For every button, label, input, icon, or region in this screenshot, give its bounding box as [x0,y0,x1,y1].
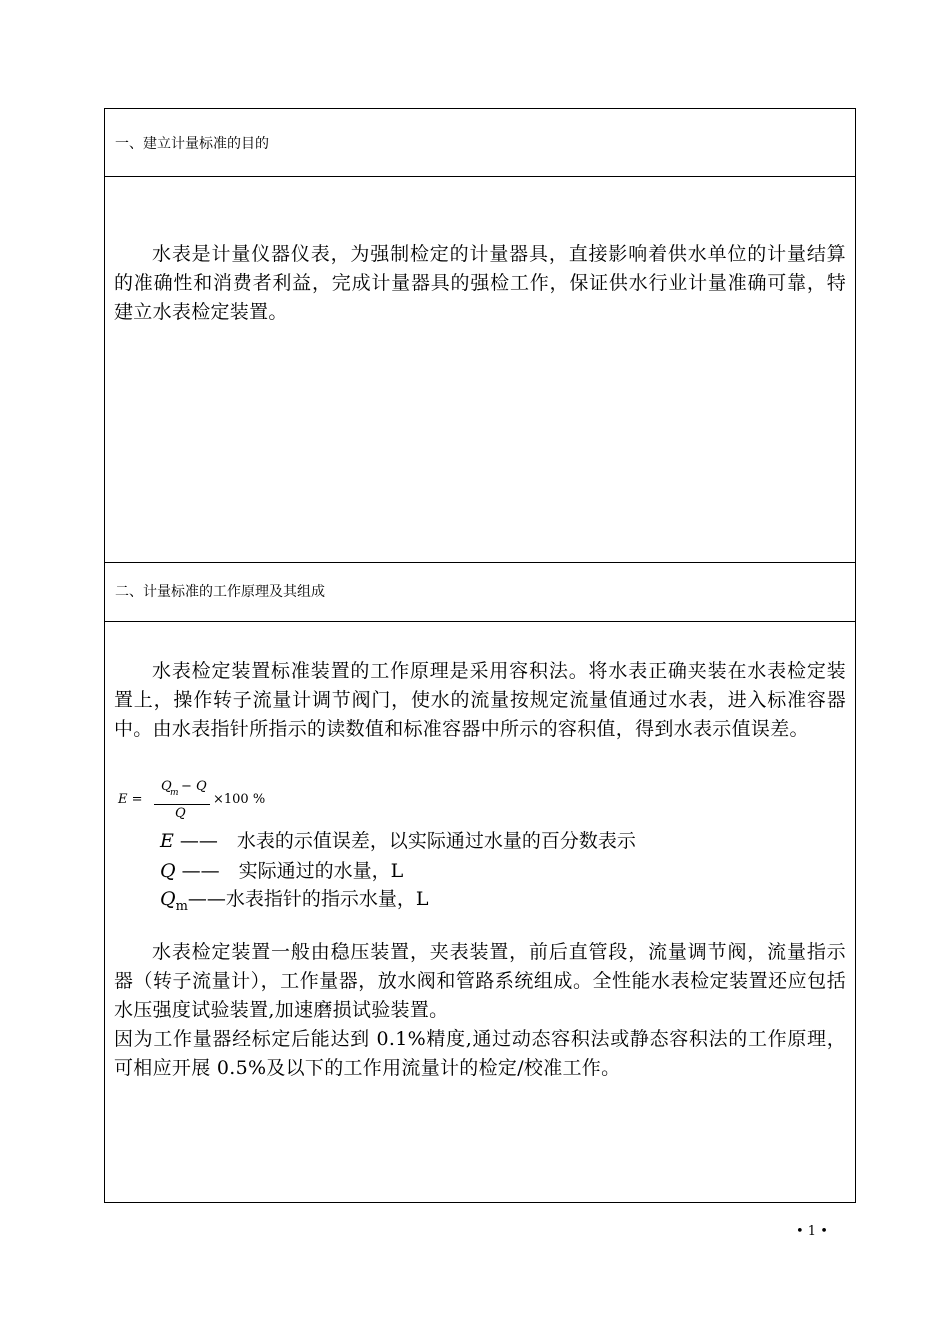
definition-qm: $Q_m——$水表指针的指示水量，L [160,888,429,914]
section1-paragraph: 水表是计量仪器仪表，为强制检定的计量器具，直接影响着供水单位的计量结算的准确性和消费者利益，完成计量器具的强检工作，保证供水行业计量准确可靠，特建立水表检定装置。 [114,243,846,323]
section1-heading: 一、建立计量标准的目的 [115,136,269,152]
formula-numerator: Q [161,779,172,794]
form-table [104,108,856,1203]
error-formula [118,781,318,831]
definition-q: Q —— 实际通过的水量，L [160,860,404,882]
formula-minus-q: − Q [181,779,207,794]
page-number: • 1 • [796,1224,828,1239]
section2-paragraph-principle: 水表检定装置标准装置的工作原理是采用容积法。将水表正确夹装在水表检定装置上，操作转子流量计调节阀门，使水的流量按规定流量值通过水表，进入标准容器中。由水表指针所指示的读数值和标准容器中所示的容积值，得到水表示值误差。 [114,660,846,740]
formula-denominator: Q [175,806,186,821]
formula-times: ×100 % [213,792,266,807]
formula-numerator-sub: m [170,788,179,798]
section2-paragraph-precision: 因为工作量器经标定后能达到 0.1%精度,通过动态容积法或静态容积法的工作原理，可相应开展 0.5%及以下的工作用流量计的检定/校准工作。 [114,1028,846,1079]
section2-paragraph-composition: 水表检定装置一般由稳压装置，夹表装置，前后直管段，流量调节阀，流量指示器（转子流量计），工作量器，放水阀和管路系统组成。全性能水表检定装置还应包括水压强度试验装置,加速磨损试验装置。 [114,941,846,1021]
divider [105,176,855,177]
divider [105,562,855,563]
fraction-bar [154,804,210,805]
formula-lhs: E = [118,792,143,807]
divider [105,621,855,622]
section2-heading: 二、计量标准的工作原理及其组成 [115,584,325,600]
definition-e: E —— 水表的示值误差，以实际通过水量的百分数表示 [160,830,636,852]
